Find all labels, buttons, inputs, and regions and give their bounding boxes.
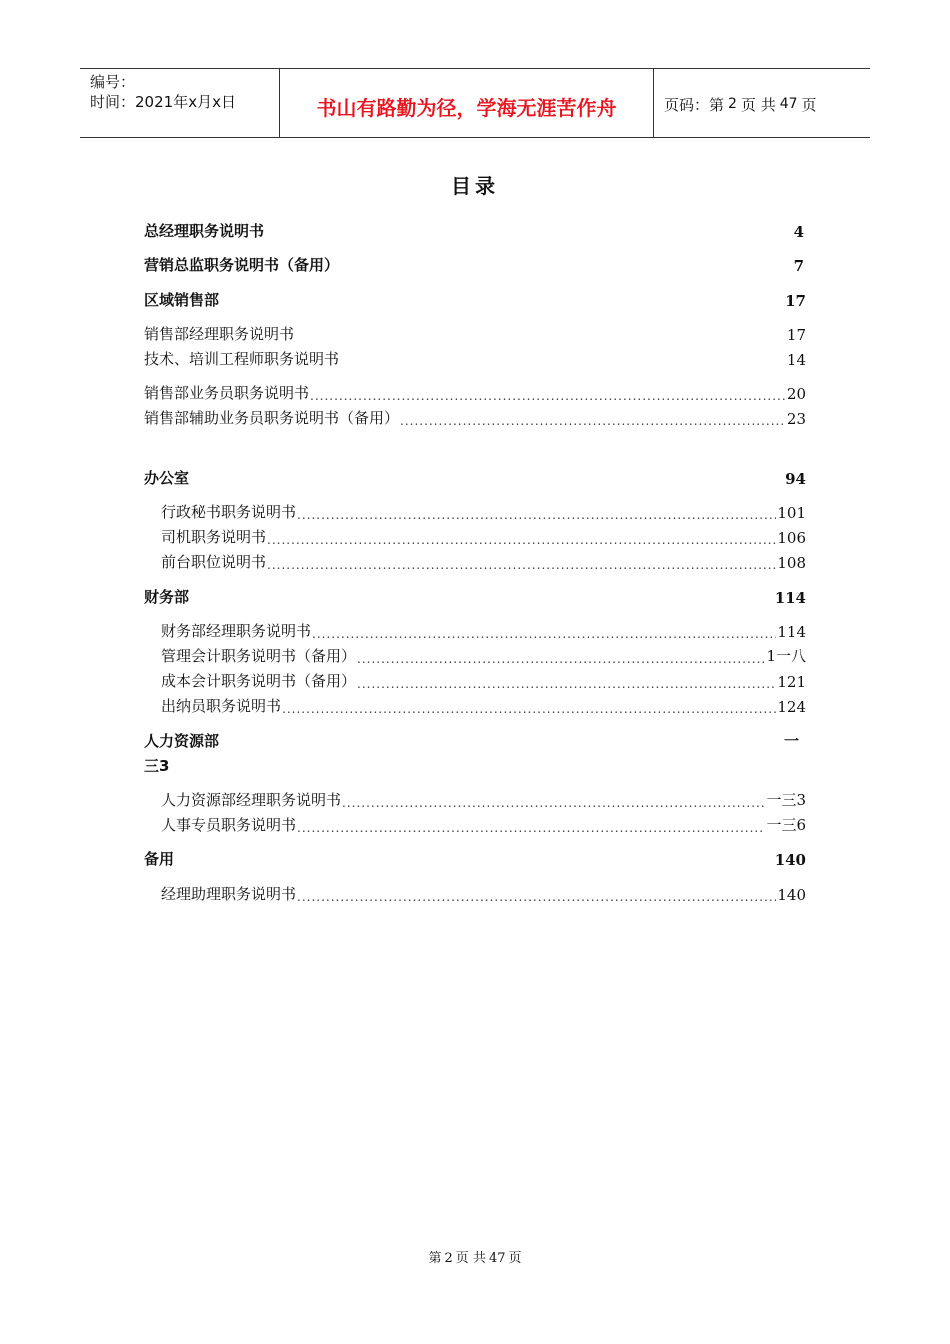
- toc-leader: [297, 508, 776, 522]
- toc-label: 出纳员职务说明书: [161, 697, 282, 715]
- toc-entry[interactable]: [144, 219, 804, 241]
- toc-page: 101: [777, 504, 806, 522]
- toc-leader: [357, 652, 765, 666]
- footer-current: 2: [444, 1251, 453, 1266]
- toc-leader: [267, 533, 776, 547]
- toc-entry[interactable]: [161, 788, 806, 810]
- page-total: 47: [779, 96, 798, 112]
- toc-entry[interactable]: [144, 381, 806, 403]
- toc-page: 4: [793, 223, 804, 241]
- footer-mid: 页 共: [455, 1251, 486, 1266]
- toc-label: 销售部经理职务说明书: [144, 325, 295, 343]
- toc-section-wrap: [144, 754, 344, 776]
- toc-label: 司机职务说明书: [161, 528, 267, 546]
- toc-label: 财务部经理职务说明书: [161, 622, 312, 640]
- footer-suffix: 页: [508, 1251, 522, 1266]
- header-meta-cell: [80, 69, 280, 137]
- toc-page: 7: [793, 257, 804, 275]
- toc-page: 106: [777, 529, 806, 547]
- toc-leader: [267, 558, 776, 572]
- page-current: 2: [728, 96, 737, 112]
- toc-page: 108: [777, 554, 806, 572]
- toc-section[interactable]: [144, 847, 806, 869]
- toc-label: 营销总监职务说明书（备用）: [144, 256, 340, 274]
- toc-leader: [342, 796, 765, 810]
- toc-page: 140: [777, 886, 806, 904]
- toc-page: 140: [774, 851, 806, 869]
- toc-label: 人力资源部: [144, 732, 220, 750]
- toc-entry[interactable]: [161, 694, 806, 716]
- toc-label: 备用: [144, 850, 175, 868]
- toc-label: 办公室: [144, 469, 190, 487]
- toc-label: 销售部业务员职务说明书: [144, 384, 310, 402]
- toc-entry[interactable]: [161, 669, 806, 691]
- toc-entry[interactable]: [144, 322, 806, 344]
- toc-label: 总经理职务说明书: [144, 222, 265, 240]
- toc-page: 121: [777, 673, 806, 691]
- toc-entry[interactable]: [144, 347, 806, 369]
- toc-page: 一三6: [766, 816, 806, 834]
- toc-label: 销售部辅助业务员职务说明书（备用）: [144, 409, 400, 427]
- footer-total: 47: [488, 1251, 506, 1266]
- page-header: [80, 68, 870, 138]
- toc-entry[interactable]: [161, 813, 806, 835]
- header-motto: 书山有路勤为径，学海无涯苦作舟: [280, 69, 654, 137]
- toc-page: 114: [774, 589, 806, 607]
- toc-label: 区域销售部: [144, 291, 220, 309]
- toc-entry[interactable]: [161, 619, 806, 641]
- time-line: [90, 92, 279, 112]
- toc-label: 财务部: [144, 588, 190, 606]
- toc-entry[interactable]: [144, 406, 806, 428]
- toc-page: 一三3: [766, 791, 806, 809]
- toc-entry[interactable]: [161, 644, 806, 666]
- toc-page: 17: [785, 292, 806, 310]
- toc-page: 124: [777, 698, 806, 716]
- page-label: 页码：第: [664, 95, 725, 114]
- toc-page: 一: [783, 732, 799, 750]
- toc-entry[interactable]: [161, 500, 806, 522]
- time-value: 2021年x月x日: [135, 93, 236, 111]
- toc-entry[interactable]: [161, 882, 806, 904]
- toc-leader: [282, 702, 776, 716]
- header-page-info: [654, 69, 870, 137]
- toc-page: 114: [777, 623, 806, 641]
- toc-label: 成本会计职务说明书（备用）: [161, 672, 357, 690]
- time-label: 时间：: [90, 93, 136, 111]
- toc-page: 94: [785, 470, 806, 488]
- toc-page: 23: [786, 410, 806, 428]
- toc-page: 17: [786, 326, 806, 344]
- page-title: 目录: [451, 174, 499, 198]
- toc-label: 行政秘书职务说明书: [161, 503, 297, 521]
- toc-leader: [312, 627, 776, 641]
- toc-leader: [310, 389, 786, 403]
- toc-label: 人力资源部经理职务说明书: [161, 791, 342, 809]
- toc-section[interactable]: [144, 585, 806, 607]
- page-footer: [0, 1247, 950, 1266]
- toc-label: 技术、培训工程师职务说明书: [144, 350, 340, 368]
- toc-label: 人事专员职务说明书: [161, 816, 297, 834]
- toc-entry[interactable]: [144, 253, 804, 275]
- page-mid: 页 共: [740, 95, 776, 114]
- number-label: 编号：: [90, 73, 136, 91]
- toc-leader: [297, 890, 776, 904]
- toc-entry[interactable]: [161, 525, 806, 547]
- toc-entry[interactable]: [161, 550, 806, 572]
- toc-section[interactable]: [144, 288, 806, 310]
- toc-section[interactable]: [144, 729, 799, 751]
- footer-prefix: 第: [428, 1251, 442, 1266]
- toc-leader: [400, 414, 786, 428]
- toc-label: 三3: [144, 757, 170, 775]
- toc-section[interactable]: [144, 466, 806, 488]
- toc-page: 14: [786, 351, 806, 369]
- toc-label: 管理会计职务说明书（备用）: [161, 647, 357, 665]
- toc-leader: [357, 677, 776, 691]
- toc-page: 20: [786, 385, 806, 403]
- page-end: 页: [801, 95, 817, 114]
- toc-page: 1一八: [766, 647, 806, 665]
- toc-leader: [297, 821, 765, 835]
- toc-label: 前台职位说明书: [161, 553, 267, 571]
- toc-label: 经理助理职务说明书: [161, 885, 297, 903]
